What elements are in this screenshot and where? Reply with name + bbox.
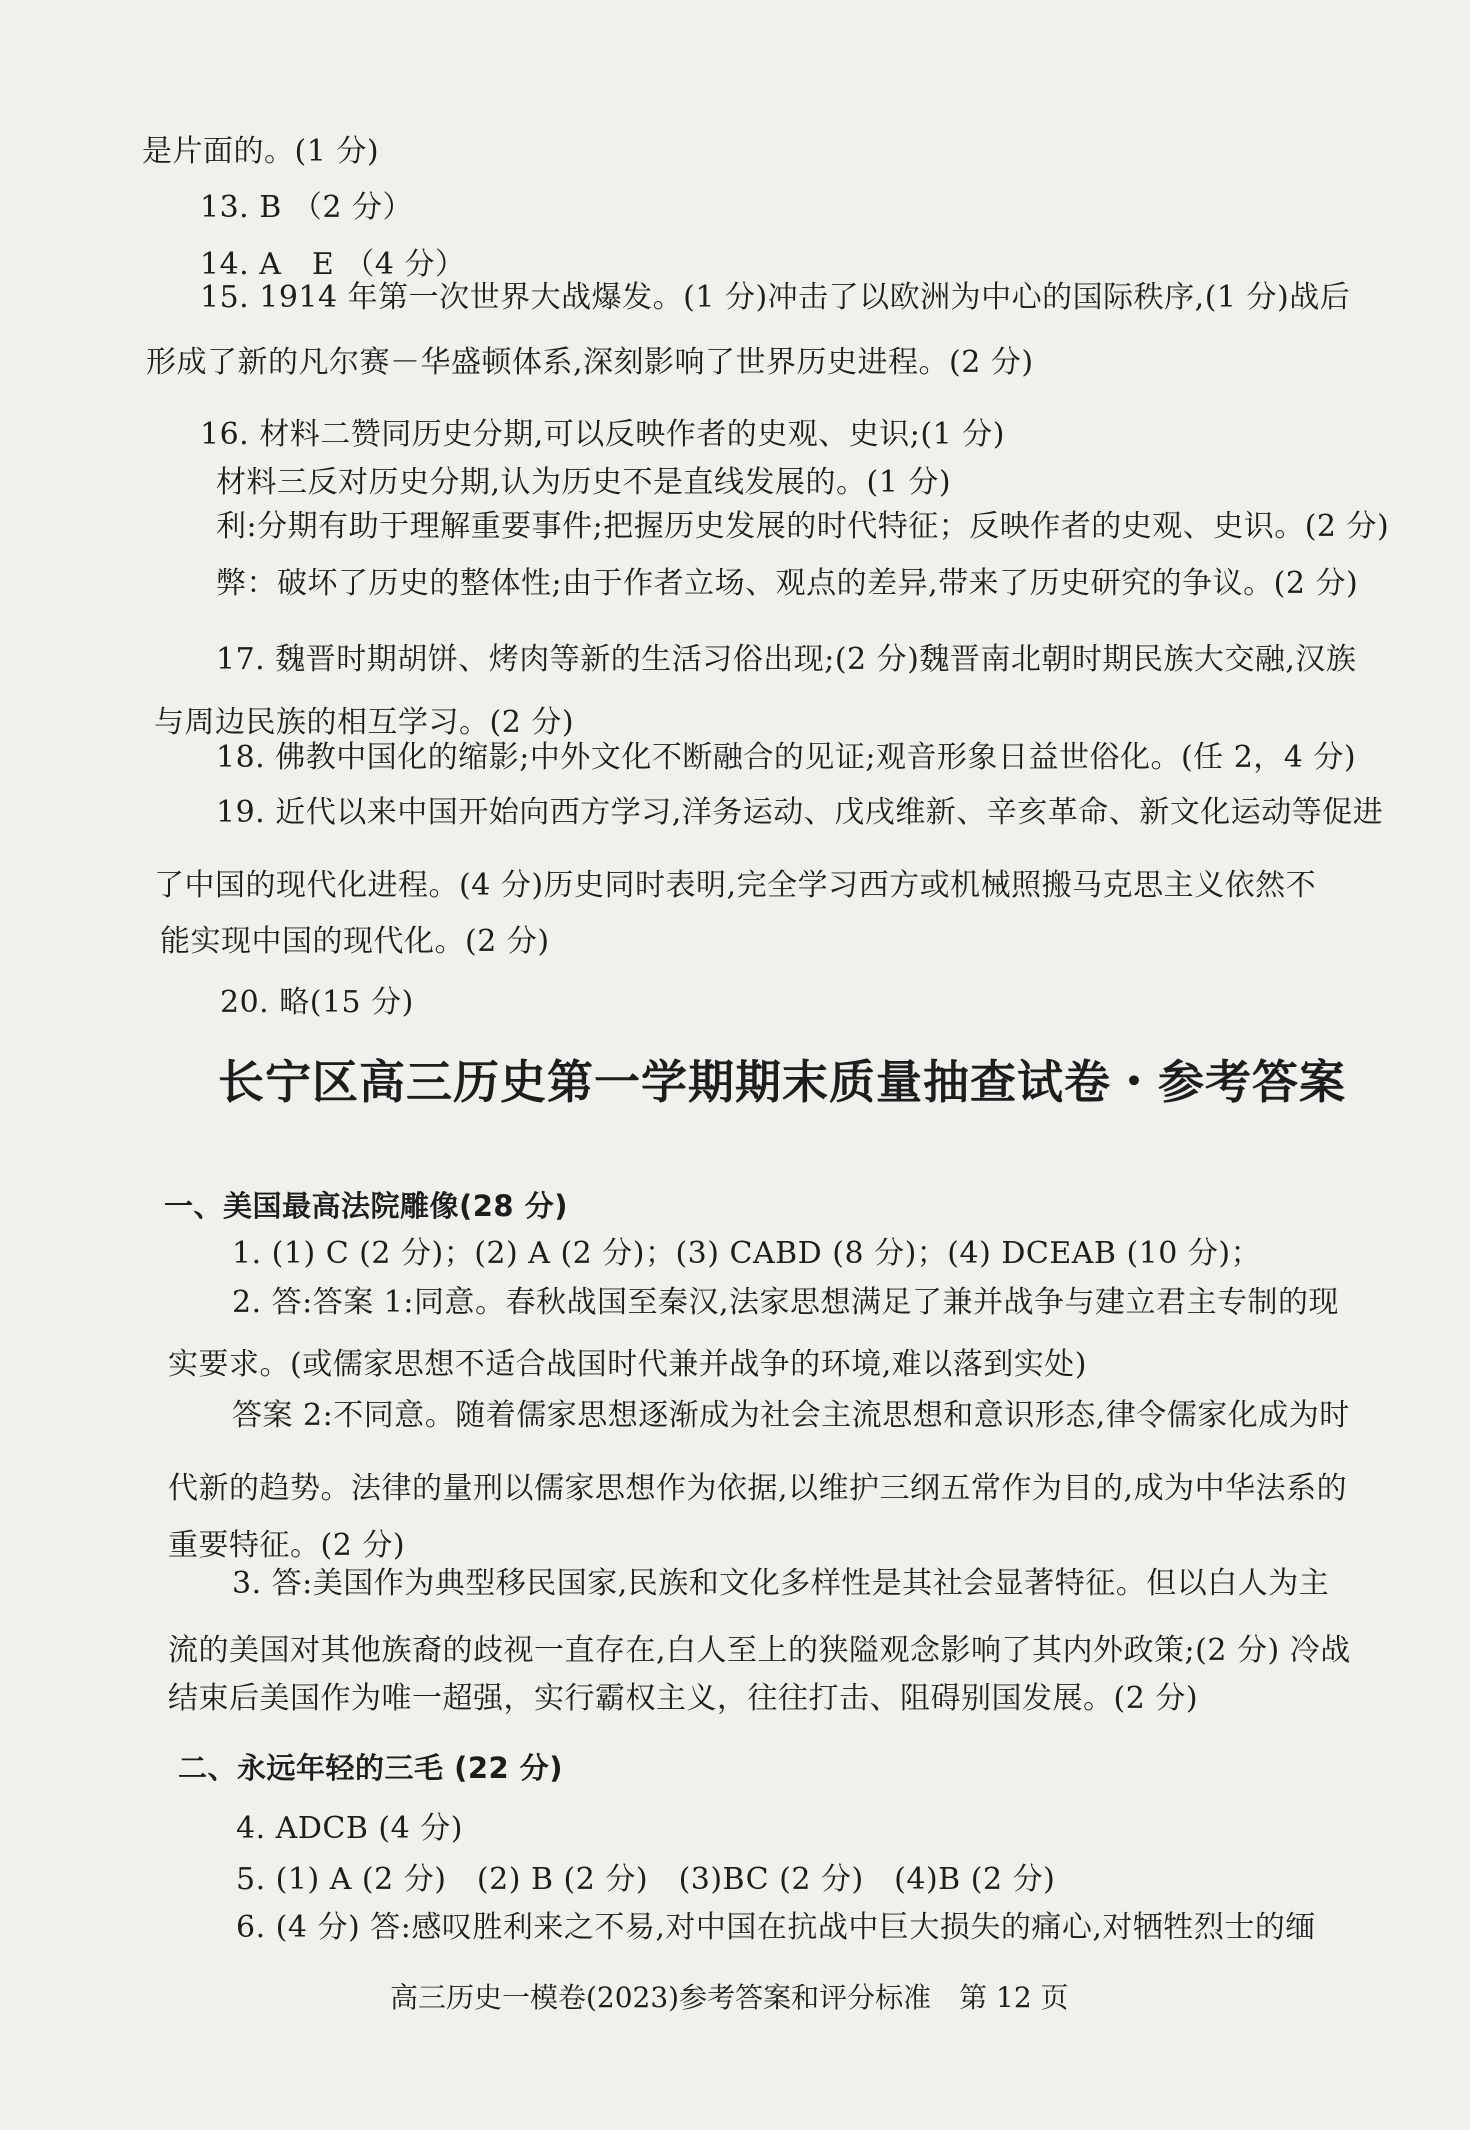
section-title: 长宁区高三历史第一学期期末质量抽查试卷・参考答案 (218, 1055, 1346, 1109)
answer-13: 13. B （2 分） (200, 190, 413, 225)
answer-20: 20. 略(15 分) (220, 985, 414, 1020)
answer-14: 14. A E （4 分） (200, 247, 466, 282)
answer-1: 1. (1) C (2 分)；(2) A (2 分)；(3) CABD (8 分)；(4) DCEAB (10 分)； (232, 1236, 1262, 1271)
answer-3: 3. 答:美国作为典型移民国家,民族和文化多样性是其社会显著特征。但以白人为主 (232, 1566, 1330, 1601)
text-line: 是片面的。(1 分) (142, 134, 380, 169)
text-line: 了中国的现代化进程。(4 分)历史同时表明,完全学习西方或机械照搬马克思主义依然不 (154, 868, 1317, 903)
text-line: 实要求。(或儒家思想不适合战国时代兼并战争的环境,难以落到实处) (168, 1347, 1087, 1382)
text-line: 利:分期有助于理解重要事件;把握历史发展的时代特征；反映作者的史观、史识。(2 分) (216, 509, 1390, 544)
text-line: 结束后美国作为唯一超强，实行霸权主义，往往打击、阻碍别国发展。(2 分) (168, 1681, 1199, 1716)
answer-15: 15. 1914 年第一次世界大战爆发。(1 分)冲击了以欧洲为中心的国际秩序,(1 分)战后 (200, 280, 1351, 315)
answer-16: 16. 材料二赞同历史分期,可以反映作者的史观、史识;(1 分) (200, 417, 1005, 452)
page-footer: 高三历史一模卷(2023)参考答案和评分标准 第 12 页 (390, 1981, 1069, 2014)
answer-19: 19. 近代以来中国开始向西方学习,洋务运动、戊戌维新、辛亥革命、新文化运动等促进 (216, 795, 1384, 830)
answer-18: 18. 佛教中国化的缩影;中外文化不断融合的见证;观音形象日益世俗化。(任 2，4 分) (216, 740, 1357, 775)
text-line: 代新的趋势。法律的量刑以儒家思想作为依据,以维护三纲五常作为目的,成为中华法系的 (168, 1471, 1348, 1506)
text-line: 重要特征。(2 分) (168, 1528, 406, 1563)
answer-4: 4. ADCB (4 分) (236, 1811, 463, 1846)
text-line: 答案 2:不同意。随着儒家思想逐渐成为社会主流思想和意识形态,律令儒家化成为时 (232, 1398, 1350, 1433)
section-heading-1: 一、美国最高法院雕像(28 分) (164, 1189, 568, 1223)
text-line: 流的美国对其他族裔的歧视一直存在,白人至上的狭隘观念影响了其内外政策;(2 分) 冷战 (168, 1633, 1351, 1668)
answer-2: 2. 答:答案 1:同意。春秋战国至秦汉,法家思想满足了兼并战争与建立君主专制的现 (232, 1285, 1340, 1320)
text-line: 弊：破坏了历史的整体性;由于作者立场、观点的差异,带来了历史研究的争议。(2 分) (216, 566, 1359, 601)
text-line: 能实现中国的现代化。(2 分) (160, 924, 550, 959)
text-line: 形成了新的凡尔赛－华盛顿体系,深刻影响了世界历史进程。(2 分) (146, 345, 1034, 380)
answer-6: 6. (4 分) 答:感叹胜利来之不易,对中国在抗战中巨大损失的痛心,对牺牲烈士的缅 (236, 1910, 1316, 1945)
section-heading-2: 二、永远年轻的三毛 (22 分) (178, 1751, 564, 1785)
answer-17: 17. 魏晋时期胡饼、烤肉等新的生活习俗出现;(2 分)魏晋南北朝时期民族大交融,汉族 (216, 642, 1357, 677)
text-line: 材料三反对历史分期,认为历史不是直线发展的。(1 分) (216, 465, 952, 500)
answer-5: 5. (1) A (2 分) (2) B (2 分) (3)BC (2 分) (4)B (2 分) (236, 1862, 1056, 1897)
text-line: 与周边民族的相互学习。(2 分) (154, 705, 575, 740)
